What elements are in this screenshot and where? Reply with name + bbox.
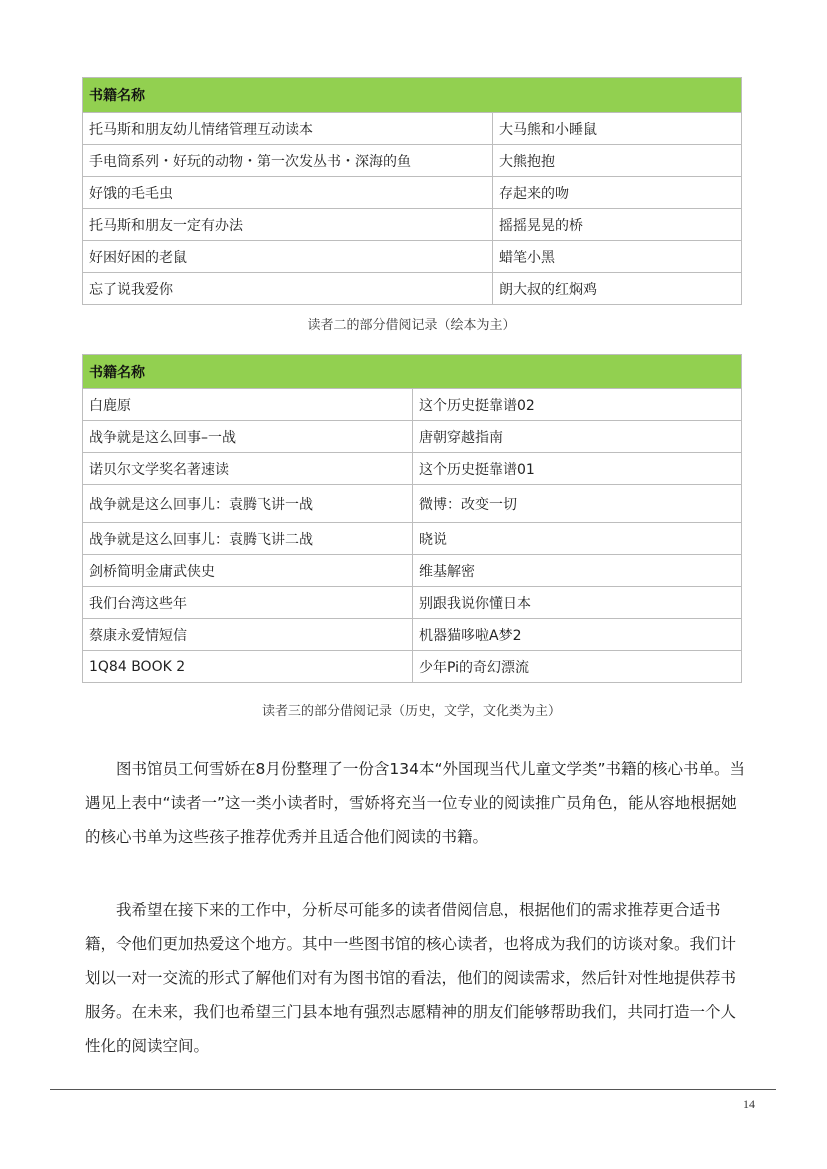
- reader-two-borrow-table: [82, 77, 742, 305]
- table-header-cell: 书籍名称: [83, 355, 742, 389]
- table-cell: 托马斯和朋友一定有办法: [83, 209, 493, 241]
- table-cell: 朗大叔的红焖鸡: [493, 273, 742, 305]
- table-row: [83, 421, 742, 453]
- table-cell: 存起来的吻: [493, 177, 742, 209]
- table-row: [83, 273, 742, 305]
- table-row: [83, 555, 742, 587]
- table-header-cell: 书籍名称: [83, 78, 742, 113]
- body-paragraph: 图书馆员工何雪娇在8月份整理了一份含134本“外国现当代儿童文学类”书籍的核心书单。当遇见上表中“读者一”这一类小读者时，雪娇将充当一位专业的阅读推广员角色，能从容地根据她的核心书单为这些孩子推荐优秀并且适合他们阅读的书籍。: [85, 760, 746, 846]
- table-row: [83, 113, 742, 145]
- table-row: [83, 145, 742, 177]
- table-cell: 蔡康永爱情短信: [83, 619, 413, 651]
- table-cell: 别跟我说你懂日本: [413, 587, 742, 619]
- body-paragraph: 我希望在接下来的工作中，分析尽可能多的读者借阅信息，根据他们的需求推荐更合适书籍，令他们更加热爱这个地方。其中一些图书馆的核心读者，也将成为我们的访谈对象。我们计划以一对一交流的形式了解他们对有为图书馆的看法，他们的阅读需求，然后针对性地提供荐书服务。在未来，我们也希望三门县本地有强烈志愿精神的朋友们能够帮助我们，共同打造一个人性化的阅读空间。: [85, 901, 737, 1055]
- table-row: [83, 485, 742, 523]
- table-header-row: [83, 78, 742, 113]
- table-row: [83, 651, 742, 683]
- table-cell: 好困好困的老鼠: [83, 241, 493, 273]
- table-row: [83, 453, 742, 485]
- table-cell: 诺贝尔文学奖名著速读: [83, 453, 413, 485]
- table-cell: 大马熊和小睡鼠: [493, 113, 742, 145]
- table-cell: 战争就是这么回事–一战: [83, 421, 413, 453]
- table-cell: 晓说: [413, 523, 742, 555]
- table-cell: 维基解密: [413, 555, 742, 587]
- table-cell: 我们台湾这些年: [83, 587, 413, 619]
- table-caption: 读者三的部分借阅记录（历史，文学，文化类为主）: [261, 704, 561, 719]
- table-caption: 读者二的部分借阅记录（绘本为主）: [307, 318, 516, 333]
- table-cell: 手电筒系列・好玩的动物・第一次发丛书・深海的鱼: [83, 145, 493, 177]
- table-cell: 好饿的毛毛虫: [83, 177, 493, 209]
- table-cell: 少年Pi的奇幻漂流: [413, 651, 742, 683]
- table-cell: 1Q84 BOOK 2: [83, 651, 413, 683]
- table-row: [83, 177, 742, 209]
- reader-three-borrow-table: [82, 354, 742, 683]
- table-row: [83, 241, 742, 273]
- table-cell: 大熊抱抱: [493, 145, 742, 177]
- table-cell: 忘了说我爱你: [83, 273, 493, 305]
- table-cell: 蜡笔小黑: [493, 241, 742, 273]
- table-row: [83, 209, 742, 241]
- table-cell: 托马斯和朋友幼儿情绪管理互动读本: [83, 113, 493, 145]
- footer-rule: [50, 1089, 776, 1090]
- table-cell: 这个历史挺靠谱02: [413, 389, 742, 421]
- table-cell: 唐朝穿越指南: [413, 421, 742, 453]
- page-number: 14: [743, 1097, 755, 1111]
- table-cell: 战争就是这么回事儿：袁腾飞讲一战: [83, 485, 413, 523]
- table-cell: 微博：改变一切: [413, 485, 742, 523]
- table-cell: 剑桥简明金庸武侠史: [83, 555, 413, 587]
- table-cell: 摇摇晃晃的桥: [493, 209, 742, 241]
- table-cell: 这个历史挺靠谱01: [413, 453, 742, 485]
- table-cell: 机器猫哆啦A梦2: [413, 619, 742, 651]
- table-row: [83, 587, 742, 619]
- table-row: [83, 389, 742, 421]
- table-row: [83, 619, 742, 651]
- table-row: [83, 523, 742, 555]
- table-cell: 战争就是这么回事儿：袁腾飞讲二战: [83, 523, 413, 555]
- table-cell: 白鹿原: [83, 389, 413, 421]
- table-header-row: [83, 355, 742, 389]
